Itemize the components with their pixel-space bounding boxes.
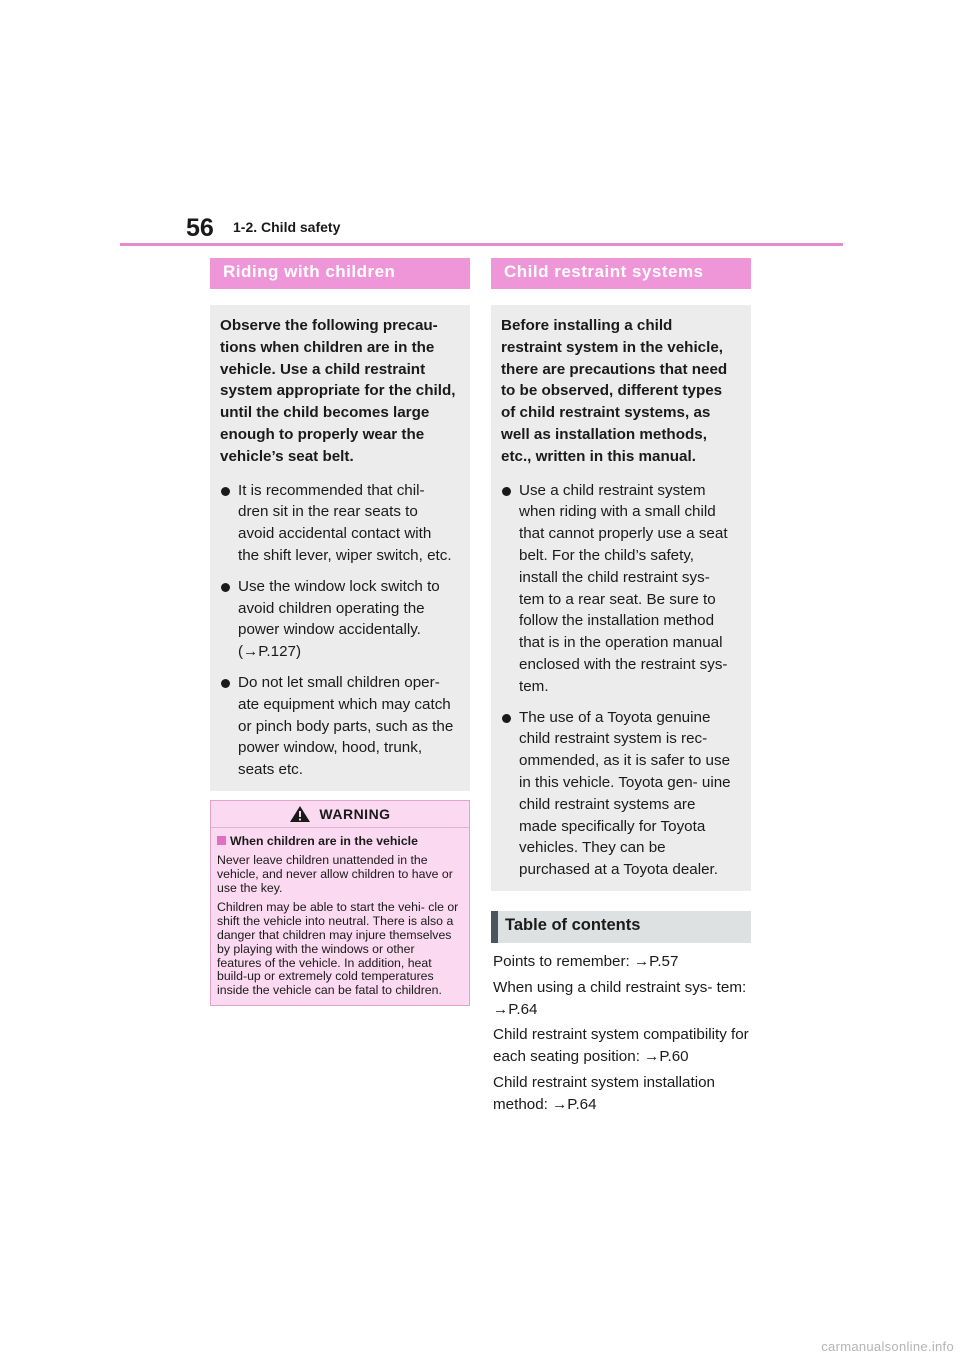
riding-with-children-box [210, 305, 470, 791]
square-bullet-icon [217, 836, 226, 845]
toc-link-installation-method[interactable]: Child restraint system installation method: →P.64 [493, 1073, 715, 1113]
table-of-contents-heading: Table of contents [491, 911, 751, 943]
bullet-text: Use a child restraint system when riding with a small child that cannot properly use a seat belt. For the child’s safety, install the child restraint sys- tem to a rear seat. Be sure to follow the installation method that is in the operation manual enclosed with the restraint sys- tem. [519, 481, 728, 695]
section-label: 1-2. Child safety [233, 219, 341, 235]
riding-bullet-list [220, 480, 456, 781]
bullet-icon [221, 583, 230, 592]
toc-link-points-to-remember[interactable]: Points to remember: →P.57 [493, 952, 679, 970]
warning-header [211, 801, 469, 828]
restraint-intro-text: Before installing a child restraint system in the vehicle, there are precautions that need to be observed, different types of child restraint systems, as well as installation methods, etc., written in this manual. [501, 317, 728, 465]
bullet-text: Use the window lock switch to avoid children operating the power window accidentally. (→P.127) [238, 577, 440, 661]
bullet-icon [502, 487, 511, 496]
warning-triangle-icon [289, 805, 311, 823]
bullet-text: Do not let small children oper- ate equipment which may catch or pinch body parts, such as the power window, hood, trunk, seats etc. [238, 673, 454, 779]
warning-subhead-text: When children are in the vehicle [230, 833, 418, 848]
right-column [491, 258, 751, 1120]
page-number: 56 [186, 214, 214, 242]
list-item [220, 672, 456, 781]
list-item [220, 480, 456, 567]
warning-paragraph: Children may be able to start the vehi- cle or shift the vehicle into neutral. There is also a danger that children may injure themselves by playing with the windows or other features of the vehicle. In addition, heat build-up or extremely cold temperatures inside the vehicle can be fatal to children. [217, 900, 459, 998]
toc-link-using-child-restraint[interactable]: When using a child restraint sys- tem: →P.64 [493, 978, 747, 1018]
bullet-icon [502, 714, 511, 723]
watermark: carmanualsonline.info [821, 1339, 954, 1354]
left-column [210, 258, 470, 1006]
riding-intro-text: Observe the following precau- tions when children are in the vehicle. Use a child restraint system appropriate for the child, until the child becomes large enough to properly wear the vehicle’s seat belt. [220, 317, 456, 465]
warning-paragraph: Never leave children unattended in the vehicle, and never allow children to have or use the key. [217, 852, 453, 895]
list-item [501, 707, 737, 881]
child-restraint-box [491, 305, 751, 891]
list-item [220, 576, 456, 663]
toc-list [491, 951, 751, 1116]
restraint-bullet-list [501, 480, 737, 881]
bullet-icon [221, 487, 230, 496]
list-item [501, 480, 737, 698]
riding-with-children-heading: Riding with children [210, 258, 470, 289]
warning-label: WARNING [319, 805, 391, 822]
warning-box [210, 800, 470, 1006]
header-rule [120, 243, 843, 246]
bullet-text: It is recommended that chil- dren sit in the rear seats to avoid accidental contact with the shift lever, wiper switch, etc. [238, 481, 452, 564]
toc-link-compatibility[interactable]: Child restraint system compatibility for each seating position: →P.60 [493, 1026, 749, 1066]
bullet-icon [221, 679, 230, 688]
bullet-text: The use of a Toyota genuine child restraint system is rec- ommended, as it is safer to use in this vehicle. Toyota gen- uine child restraint systems are made specifically for Toyota vehicles. They can be purchased at a Toyota dealer. [519, 708, 731, 879]
warning-subhead [217, 834, 459, 848]
child-restraint-systems-heading: Child restraint systems [491, 258, 751, 289]
